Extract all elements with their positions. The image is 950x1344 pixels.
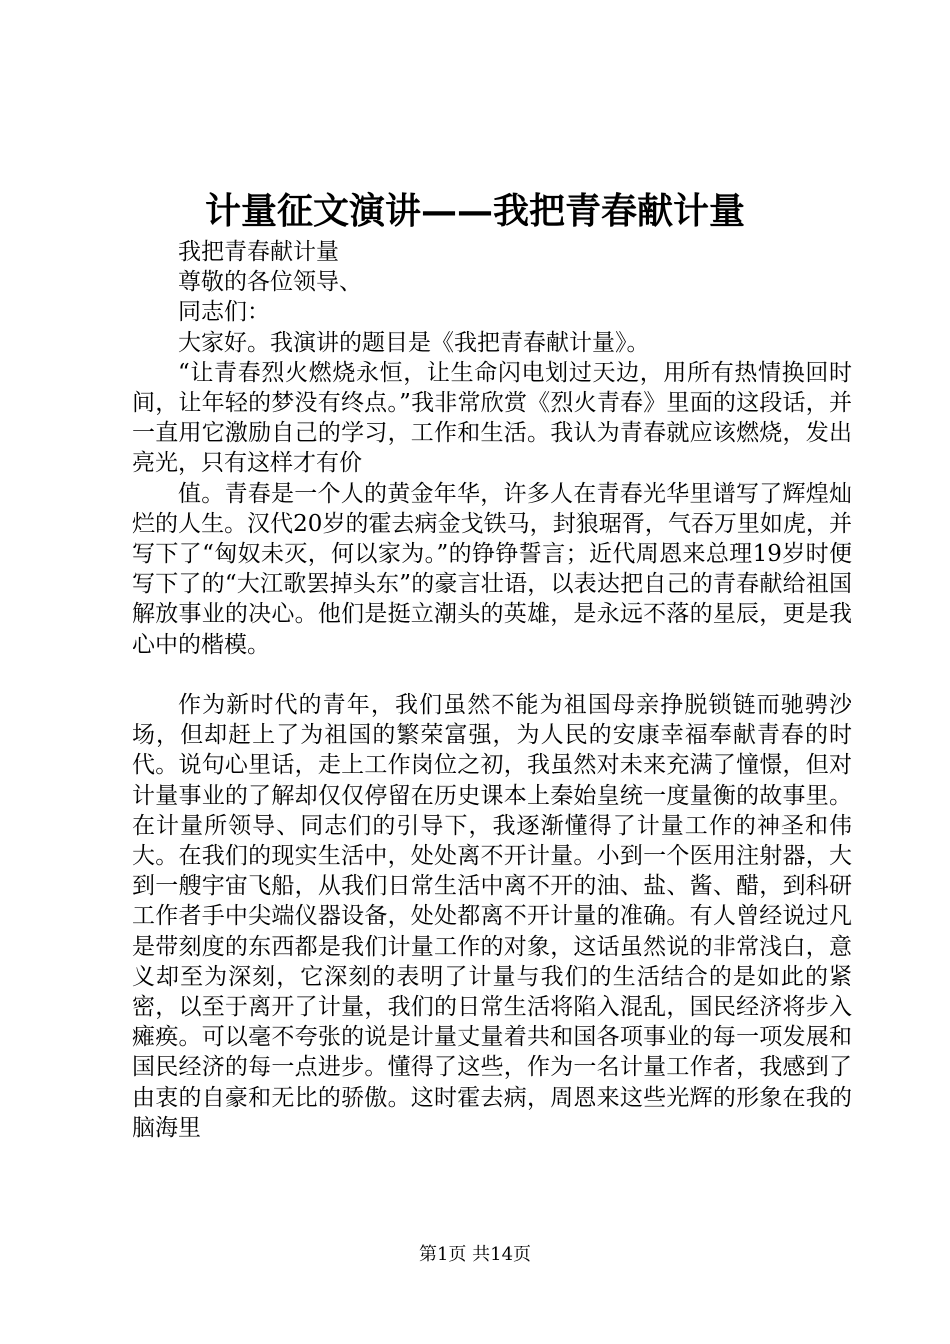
paragraph-gap [132,660,852,690]
page-footer: 第1页 共14页 [418,1244,532,1265]
salutation-line: 尊敬的各位领导、 [178,269,362,296]
greeting-paragraph: 大家好。我演讲的题目是《我把青春献计量》。 [178,329,650,356]
salutation-line: 同志们： [178,299,270,326]
body-paragraph: “让青春烈火燃烧永恒，让生命闪电划过天边，用所有热情换回时间，让年轻的梦没有终点。”我非常欣赏《烈火青春》里面的这段话，并一直用它激励自己的学习，工作和生活。我认为青春就应该燃烧，发出亮光，只有这样才有价 [132,359,852,477]
document-body [132,237,852,1143]
page-title: 计量征文演讲——我把青春献计量 [204,190,745,232]
body-paragraph: 值。青春是一个人的黄金年华，许多人在青春光华里谱写了辉煌灿烂的人生。汉代20岁的霍去病金戈铁马，封狼琚胥，气吞万里如虎，并写下了“匈奴未灭，何以家为。”的铮铮誓言；近代周恩来总理19岁时便写下了的“大江歌罢掉头东”的豪言壮语，以表达把自己的青春献给祖国解放事业的决心。他们是挺立潮头的英雄，是永远不落的星辰，更是我心中的楷模。 [132,480,852,658]
body-paragraph: 作为新时代的青年，我们虽然不能为祖国母亲挣脱锁链而驰骋沙场，但却赶上了为祖国的繁荣富强，为人民的安康幸福奉献青春的时代。说句心里话，走上工作岗位之初，我虽然对未来充满了憧憬，但对计量事业的了解却仅仅停留在历史课本上秦始皇统一度量衡的故事里。在计量所领导、同志们的引导下，我逐渐懂得了计量工作的神圣和伟大。在我们的现实生活中，处处离不开计量。小到一个医用注射器，大到一艘宇宙飞船，从我们日常生活中离不开的油、盐、酱、醋，到科研工作者手中尖端仪器设备，处处都离不开计量的准确。有人曾经说过凡是带刻度的东西都是我们计量工作的对象，这话虽然说的非常浅白，意义却至为深刻，它深刻的表明了计量与我们的生活结合的是如此的紧密，以至于离开了计量，我们的日常生活将陷入混乱，国民经济将步入瘫痪。可以毫不夸张的说是计量丈量着共和国各项事业的每一项发展和国民经济的每一点进步。懂得了这些，作为一名计量工作者，我感到了由衷的自豪和无比的骄傲。这时霍去病，周恩来这些光辉的形象在我的脑海里 [132,692,852,1141]
subtitle-line: 我把青春献计量 [178,239,339,265]
